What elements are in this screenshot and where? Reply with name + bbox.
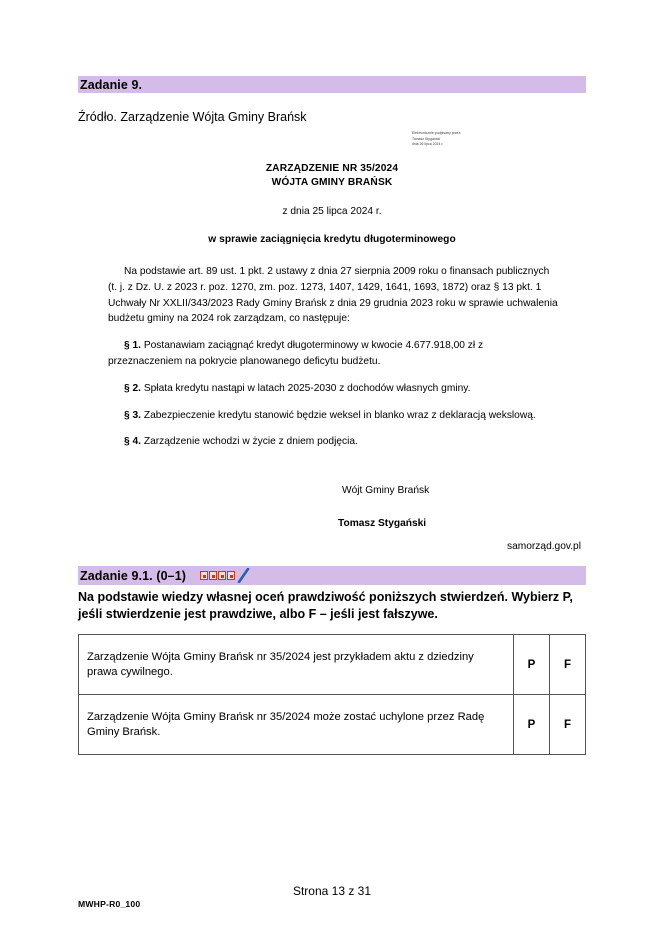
statement-cell: Zarządzenie Wójta Gminy Brańsk nr 35/2024 jest przykładem aktu z dziedziny prawa cywilnego. xyxy=(79,635,514,695)
esign-line-3: dnia 26 lipca 2024 r. xyxy=(412,142,444,147)
signoff-role: Wójt Gminy Brańsk xyxy=(342,485,430,496)
task-9-label: Zadanie 9. xyxy=(80,77,143,92)
score-box-icon xyxy=(209,571,217,580)
score-marks-group xyxy=(200,568,250,583)
document-section-1 xyxy=(108,338,558,370)
document-title-line-2: WÓJTA GMINY BRAŃSK xyxy=(271,177,393,189)
document-section-4 xyxy=(108,434,558,450)
answer-option-false[interactable]: F xyxy=(550,695,586,755)
task-9-header xyxy=(78,76,586,93)
task-9-1-header xyxy=(78,566,586,585)
statement-cell: Zarządzenie Wójta Gminy Brańsk nr 35/2024 może zostać uchylone przez Radę Gminy Brańsk. xyxy=(79,695,514,755)
instruction-text: Na podstawie wiedzy własnej oceń prawdziwość poniższych stwierdzeń. Wybierz P, jeśli stwierdzenie jest prawdziwe, albo F – jeśli jest fałszywe. xyxy=(78,590,573,622)
answer-option-true[interactable]: P xyxy=(514,695,550,755)
document-title xyxy=(78,162,586,191)
section-3-text: Zabezpieczenie kredytu stanowić będzie weksel in blanko wraz z deklaracją wekslową. xyxy=(143,409,536,421)
document-subject: w sprawie zaciągnięcia kredytu długoterminowego xyxy=(208,233,456,245)
section-1-text: Postanawiam zaciągnąć kredyt długoterminowy w kwocie 4.677.918,00 zł z przeznaczeniem na pokrycie planowanego deficytu budżetu. xyxy=(108,340,484,368)
table-row xyxy=(79,695,586,755)
section-3-number: § 3. xyxy=(124,409,141,421)
table-row xyxy=(79,635,586,695)
section-2-text: Spłata kredytu nastąpi w latach 2025-2030 z dochodów własnych gminy. xyxy=(143,382,471,394)
esign-line-1: Elektronicznie podpisany przez: xyxy=(412,131,462,135)
electronic-signature-stamp xyxy=(412,131,461,148)
document-title-line-1: ZARZĄDZENIE NR 35/2024 xyxy=(265,163,399,174)
page-number: Strona 13 z 31 xyxy=(292,884,372,898)
section-1-number: § 1. xyxy=(124,340,141,352)
score-box-icon xyxy=(227,571,235,580)
document-code: MWHP-R0_100 xyxy=(78,899,141,909)
source-line: Źródło. Zarządzenie Wójta Gminy Brańsk xyxy=(78,110,307,124)
score-box-icon xyxy=(200,571,208,580)
section-2-number: § 2. xyxy=(124,382,141,394)
answer-option-true[interactable]: P xyxy=(514,635,550,695)
true-false-answer-table xyxy=(78,634,586,755)
source-attribution: samorząd.gov.pl xyxy=(507,541,581,552)
task-9-1-label: Zadanie 9.1. (0–1) xyxy=(80,568,187,583)
esign-line-2: Tomasz Stygański xyxy=(412,136,441,141)
document-preamble: Na podstawie art. 89 ust. 1 pkt. 2 ustawy z dnia 27 sierpnia 2009 roku o finansach publicznych (t. j. z Dz. U. z 2023 r. poz. 1270, zm. poz. 1273, 1407, 1429, 1641, 1693, 1872) oraz § 13 pkt. 1 Uchwały Nr XXLII/343/2023 Rady Gminy Brańsk z dnia 29 grudnia 2023 roku w sprawie uchwalenia budżetu gminy na 2024 rok zarządzam, co następuje: xyxy=(108,265,558,325)
section-4-text: Zarządzenie wchodzi w życie z dniem podjęcia. xyxy=(143,436,358,448)
document-date: z dnia 25 lipca 2024 r. xyxy=(282,205,382,217)
document-body xyxy=(78,264,586,450)
document-section-3 xyxy=(108,408,558,424)
pen-icon xyxy=(237,568,250,583)
document-section-2 xyxy=(108,381,558,397)
score-box-icon xyxy=(218,571,226,580)
section-4-number: § 4. xyxy=(124,436,141,448)
official-document xyxy=(78,162,586,450)
answer-option-false[interactable]: F xyxy=(550,635,586,695)
signoff-name: Tomasz Stygański xyxy=(338,518,427,529)
